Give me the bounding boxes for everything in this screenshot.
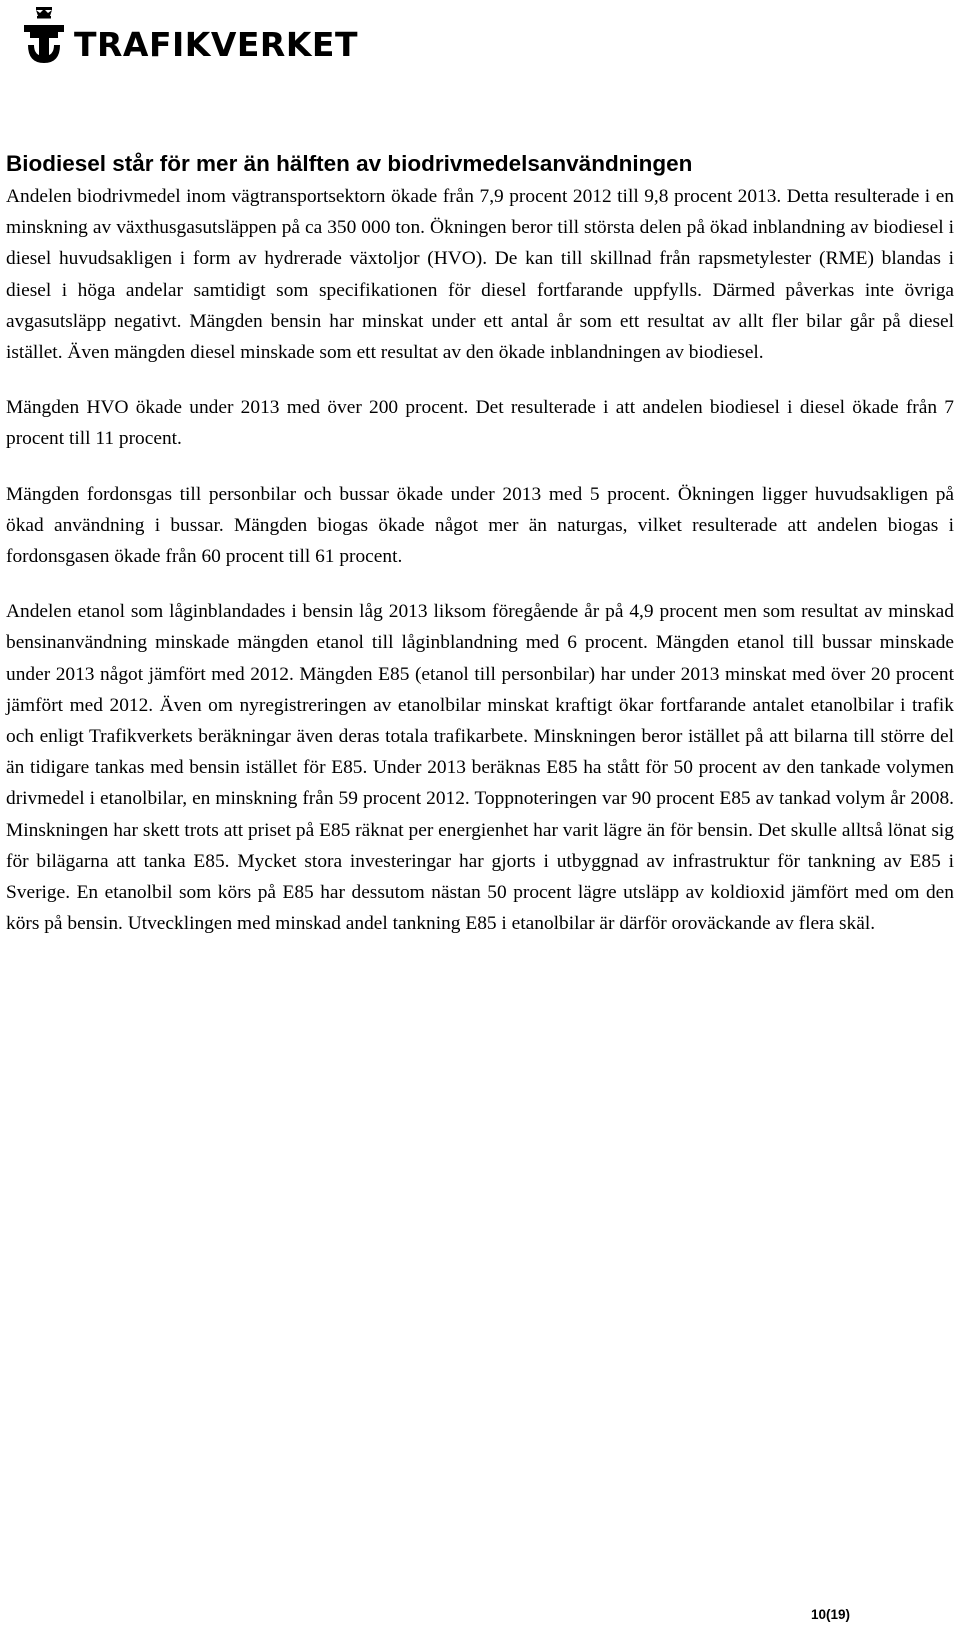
paragraph-etanol: Andelen etanol som låginblandades i bensin låg 2013 liksom föregående år på 4,9 procent men som resultat av minskad bensinanvändning minskade mängden etanol till låginblandning med 6 procent. Mängden etanol till bussar minskade under 2013 något jämfört med 2012. Mängden E85 (etanol till personbilar) har under 2013 minskat med över 20 procent jämfört med 2012. Även om nyregistreringen av etanolbilar minskat kraftigt ökar fortfarande antalet etanolbilar i trafik och enligt Trafikverkets beräkningar även deras totala trafikarbete. Minskningen beror istället på att bilarna till större del än tidigare tankas med bensin istället för E85. Under 2013 beräknas E85 ha stått för 50 procent av den tankade volymen drivmedel i etanolbilar, en minskning från 59 procent 2012. Toppnoteringen var 90 procent E85 av tankad volym år 2008. Minskningen har skett trots att priset på E85 räknat per energienhet har varit lägre än för bensin. Det skulle alltså lönat sig för bilägarna att tanka E85. Mycket stora investeringar har gjorts i utbyggnad av infrastruktur för tankning av E85 i Sverige. En etanolbil som körs på E85 har dessutom nästan 50 procent lägre utsläpp av koldioxid jämfört med om den körs på bensin. Utvecklingen med minskad andel tankning E85 i etanolbilar är därför oroväckande av flera skäl. <box>6 601 954 935</box>
crown-emblem-icon <box>22 5 66 67</box>
section-heading: Biodiesel står för mer än hälften av biodrivmedelsanvändningen <box>6 151 693 176</box>
paragraph-biodiesel: Andelen biodrivmedel inom vägtransportsektorn ökade från 7,9 procent 2012 till 9,8 procent 2013. Detta resulterade i en minskning av växthusgasutsläppen på ca 350 000 ton. Ökningen beror till största delen på ökad inblandning av biodiesel i diesel huvudsakligen i form av hydrerade växtoljor (HVO). De kan till skillnad från rapsmetylester (RME) blandas i diesel i höga andelar samtidigt som specifikationen för diesel fortfarande uppfylls. Därmed påverkas inte övriga avgasutsläpp negativt. Mängden bensin har minskat under ett antal år som ett resultat av allt fler bilar går på diesel istället. Även mängden diesel minskade som ett resultat av den ökade inblandningen av biodiesel. <box>6 186 954 364</box>
paragraph-hvo: Mängden HVO ökade under 2013 med över 200 procent. Det resulterade i att andelen biodiesel i diesel ökade från 7 procent till 11 procent. <box>6 397 954 450</box>
trafikverket-logo <box>22 4 358 68</box>
brand-name: TRAFIKVERKET <box>74 24 358 64</box>
body-text <box>6 181 954 939</box>
paragraph-fordonsgas: Mängden fordonsgas till personbilar och bussar ökade under 2013 med 5 procent. Ökningen ligger huvudsakligen på ökad användning i bussar. Mängden biogas ökade något mer än naturgas, vilket resulterade att andelen biogas i fordonsgasen ökade från 60 procent till 61 procent. <box>6 483 954 568</box>
page-number: 10(19) <box>810 1607 850 1622</box>
